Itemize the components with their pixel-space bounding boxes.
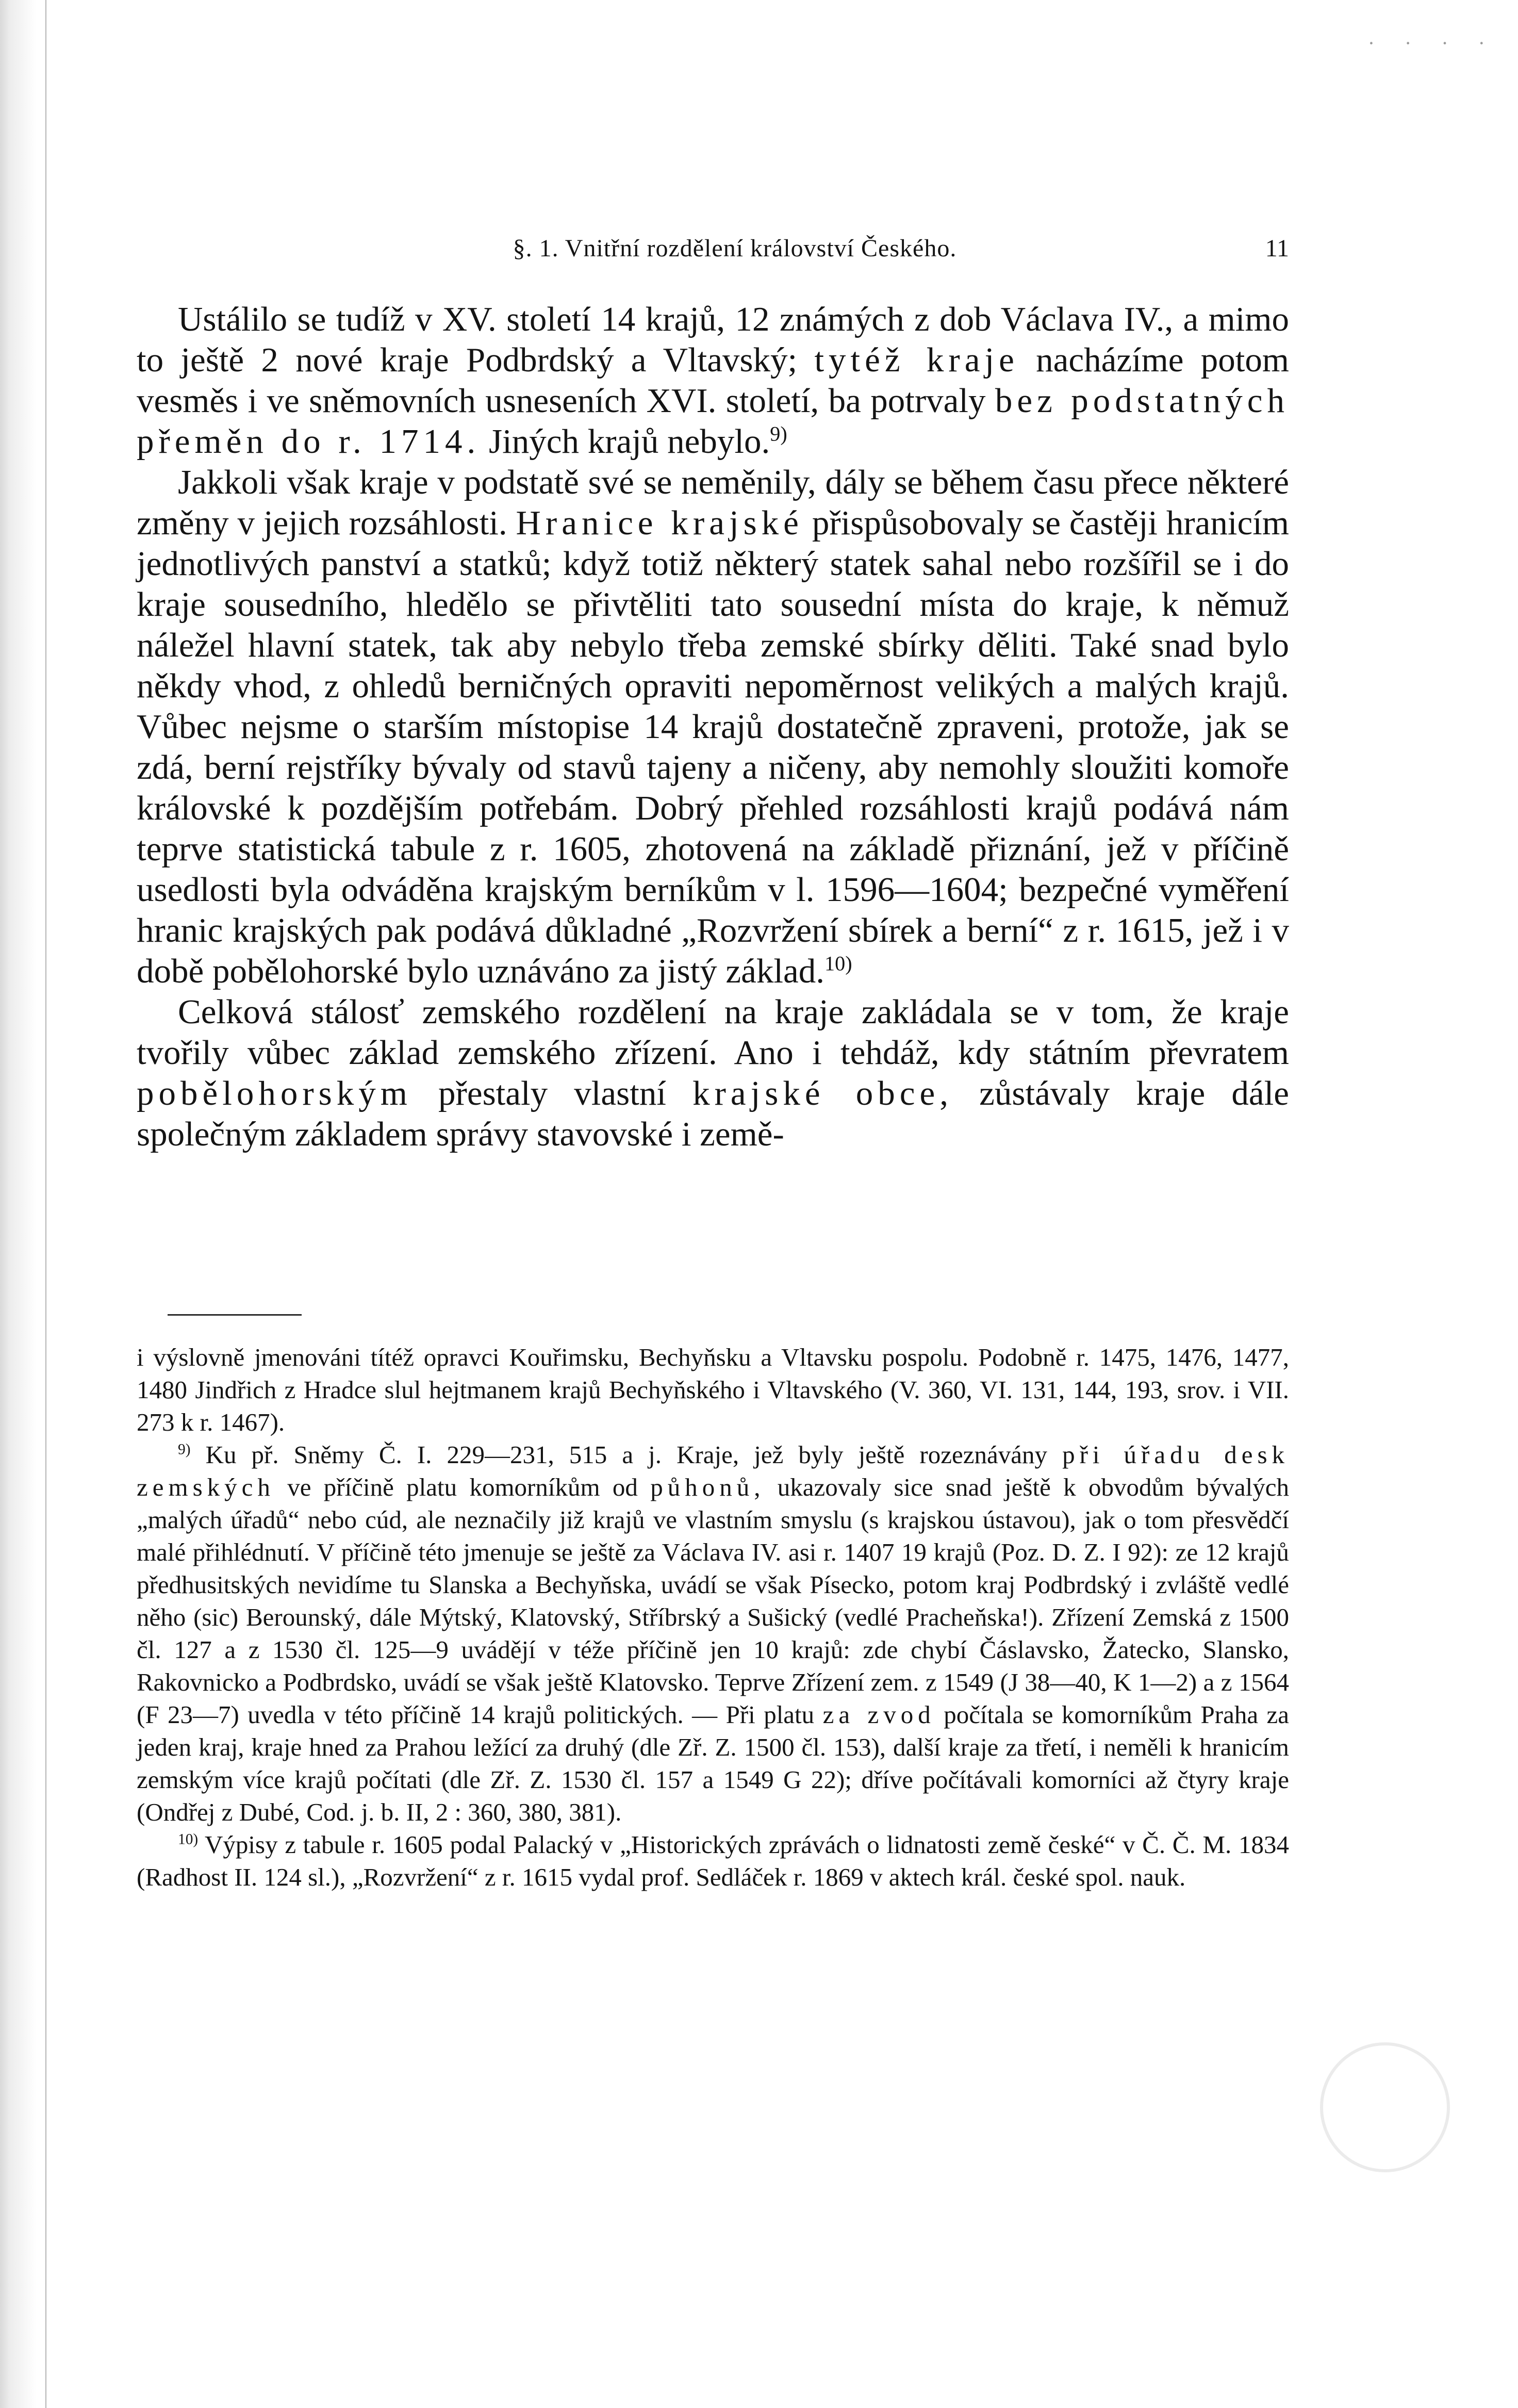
p3-spaced-a: pobělohorským bbox=[137, 1074, 412, 1112]
footnote-ref-10: 10) bbox=[824, 952, 852, 975]
footnote-9 bbox=[137, 1438, 1289, 1828]
fn9-spaced-c: za zvod bbox=[822, 1700, 935, 1729]
p2-text-c: přispůsobovaly se častěji hranicím jednotlivých panství a statků; když totiž některý statek sahal nebo rozšířil se i do kraje sousedního, hledělo se přivtěliti tato sousední místa do kraje, k němuž náležel hlavní statek, tak aby nebylo třeba zemské sbírky děliti. Také snad bylo někdy vhod, z ohledů berničných opraviti nepoměrnost velikých a malých krajů. Vůbec nejsme o starším místopise 14 krajů dostatečně zpraveni, protože, jak se zdá, berní rejstříky bývaly od stavů tajeny a ničeny, aby nemohly sloužiti komoře královské k pozdějším potřebám. Dobrý přehled rozsáhlosti krajů podává nám teprve statistická tabule z r. 1605, zhotovená na základě přiznání, jež v příčině usedlosti byla odváděna krajským berníkům v l. 1596—1604; bezpečné vyměření hranic krajských pak podává důkladné „Rozvržení sbírek a berní“ z r. 1615, jež i v době pobělohorské bylo uznáváno za jistý základ. bbox=[137, 504, 1289, 990]
footnote-separator bbox=[168, 1314, 302, 1316]
running-header bbox=[180, 233, 1289, 264]
p1-text-e: Jiných krajů nebylo. bbox=[489, 422, 770, 461]
p1-text-c: nacházíme potom vesměs i ve sněmovních usneseních XVI. století, ba potrvaly bbox=[137, 341, 1290, 420]
fn9-spaced-a: při úřadu desk zemských bbox=[137, 1440, 1290, 1501]
p1-spaced-a: tytéž kraje bbox=[814, 341, 1019, 379]
footnotes bbox=[137, 1341, 1289, 1893]
p3-text-e: zůstávaly kraje dále společným základem správy stavovské i země- bbox=[137, 1074, 1290, 1153]
footnote-10 bbox=[137, 1828, 1289, 1893]
p1-text-a: Ustálilo se tudíž v XV. století 14 krajů, 12 známých z dob Václava IV., a mimo to ještě 2 nové kraje Podbrdský a Vltavský; bbox=[137, 300, 1289, 379]
footnote-9-mark: 9) bbox=[178, 1441, 191, 1458]
fn9-text-e: ukazovaly sice snad ještě k obvodům bývalých „malých úřadů“ nebo cúd, ale neznačily již krajů ve vlastním smyslu (s krajskou ústavou), jak o tom přesvědčí malé přihlédnutí. V příčině této jmenuje se ještě za Václava IV. asi r. 1407 19 krajů (Poz. D. Z. I 92): ze 12 krajů předhusitských nevidíme tu Slanska a Bechyňska, uvádí se však Písecko, potom kraj Podbrdský i zvláště vedlé něho (sic) Berounský, dále Mýtský, Klatovský, Stříbrský a Sušický (vedlé Pracheňska!). Zřízení Zemská z 1500 čl. 127 a z 1530 čl. 125—9 uvádějí v téže příčině jen 10 krajů: zde chybí Čáslavsko, Žatecko, Slansko, Rakovnicko a Podbrdsko, uvádí se však ještě Klatovsko. Teprve Zřízení zem. z 1549 (J 38—40, K 1—2) a z 1564 (F 23—7) uvedla v této příčině 14 krajů politických. — Při platu bbox=[137, 1473, 1290, 1729]
p3-text-c: přestaly vlastní bbox=[438, 1074, 666, 1112]
p3-spaced-b: krajské obce, bbox=[692, 1074, 953, 1112]
paragraph-3 bbox=[137, 992, 1289, 1155]
header-title: §. 1. Vnitřní rozdělení království Českého. bbox=[513, 235, 957, 262]
p2-spaced: Hranice krajské bbox=[516, 504, 803, 542]
scan-fold-line bbox=[45, 0, 46, 2408]
fn9-spaced-b: půhonů, bbox=[650, 1473, 765, 1501]
fn9-text-a: Ku př. Sněmy Č. I. 229—231, 515 a j. Kraje, jež byly ještě rozeznávány bbox=[205, 1440, 1047, 1469]
scan-speckles: · · · · bbox=[1367, 31, 1497, 55]
fn9-text-c: ve příčině platu komorníkům od bbox=[287, 1473, 638, 1501]
fn9-text-g: počítala se komorníkům Praha za jeden kraj, kraje hned za Prahou ležící za druhý (dle Zř. Z. 1500 čl. 153), další kraje za třetí, i neměli k hranicím zemským více krajů počítati (dle Zř. Z. 1530 čl. 157 a 1549 G 22); dříve počítávali komorníci až čtyry kraje (Ondřej z Dubé, Cod. j. b. II, 2 : 360, 380, 381). bbox=[137, 1700, 1289, 1826]
p2-text-a: Jakkoli však kraje v podstatě své se neměnily, dály se během času přece některé změny v jejich rozsáhlosti. bbox=[137, 463, 1289, 542]
scan-edge-shadow bbox=[0, 0, 36, 2408]
p3-text-a: Celková stálosť zemského rozdělení na kraje zakládala se v tom, že kraje tvořily vůbec základ zemského zřízení. Ano i tehdáž, kdy státním převratem bbox=[137, 993, 1289, 1072]
paragraph-2 bbox=[137, 462, 1289, 992]
main-text bbox=[137, 299, 1289, 1155]
fn10-text: Výpisy z tabule r. 1605 podal Palacký v „Historických zprávách o lidnatosti země české“ v Č. Č. M. 1834 (Radhost II. 124 sl.), „Rozvržení“ z r. 1615 vydal prof. Sedláček r. 1869 v aktech král. české spol. nauk. bbox=[137, 1830, 1289, 1891]
footnote-ref-9: 9) bbox=[770, 422, 787, 446]
page-number: 11 bbox=[1265, 235, 1289, 262]
footnote-10-mark: 10) bbox=[178, 1831, 199, 1848]
library-stamp-faint bbox=[1320, 2042, 1450, 2172]
footnote-continuation: i výslovně jmenováni títéž opravci Kouřimsku, Bechyňsku a Vltavsku pospolu. Podobně r. 1475, 1476, 1477, 1480 Jindřich z Hradce slul hejtmanem krajů Bechyňského i Vltavského (V. 360, VI. 131, 144, 193, srov. i VII. 273 k r. 1467). bbox=[137, 1343, 1289, 1436]
paragraph-1 bbox=[137, 299, 1289, 462]
p1-spaced-b: bez podstatných přeměn do r. 1714. bbox=[137, 382, 1289, 461]
